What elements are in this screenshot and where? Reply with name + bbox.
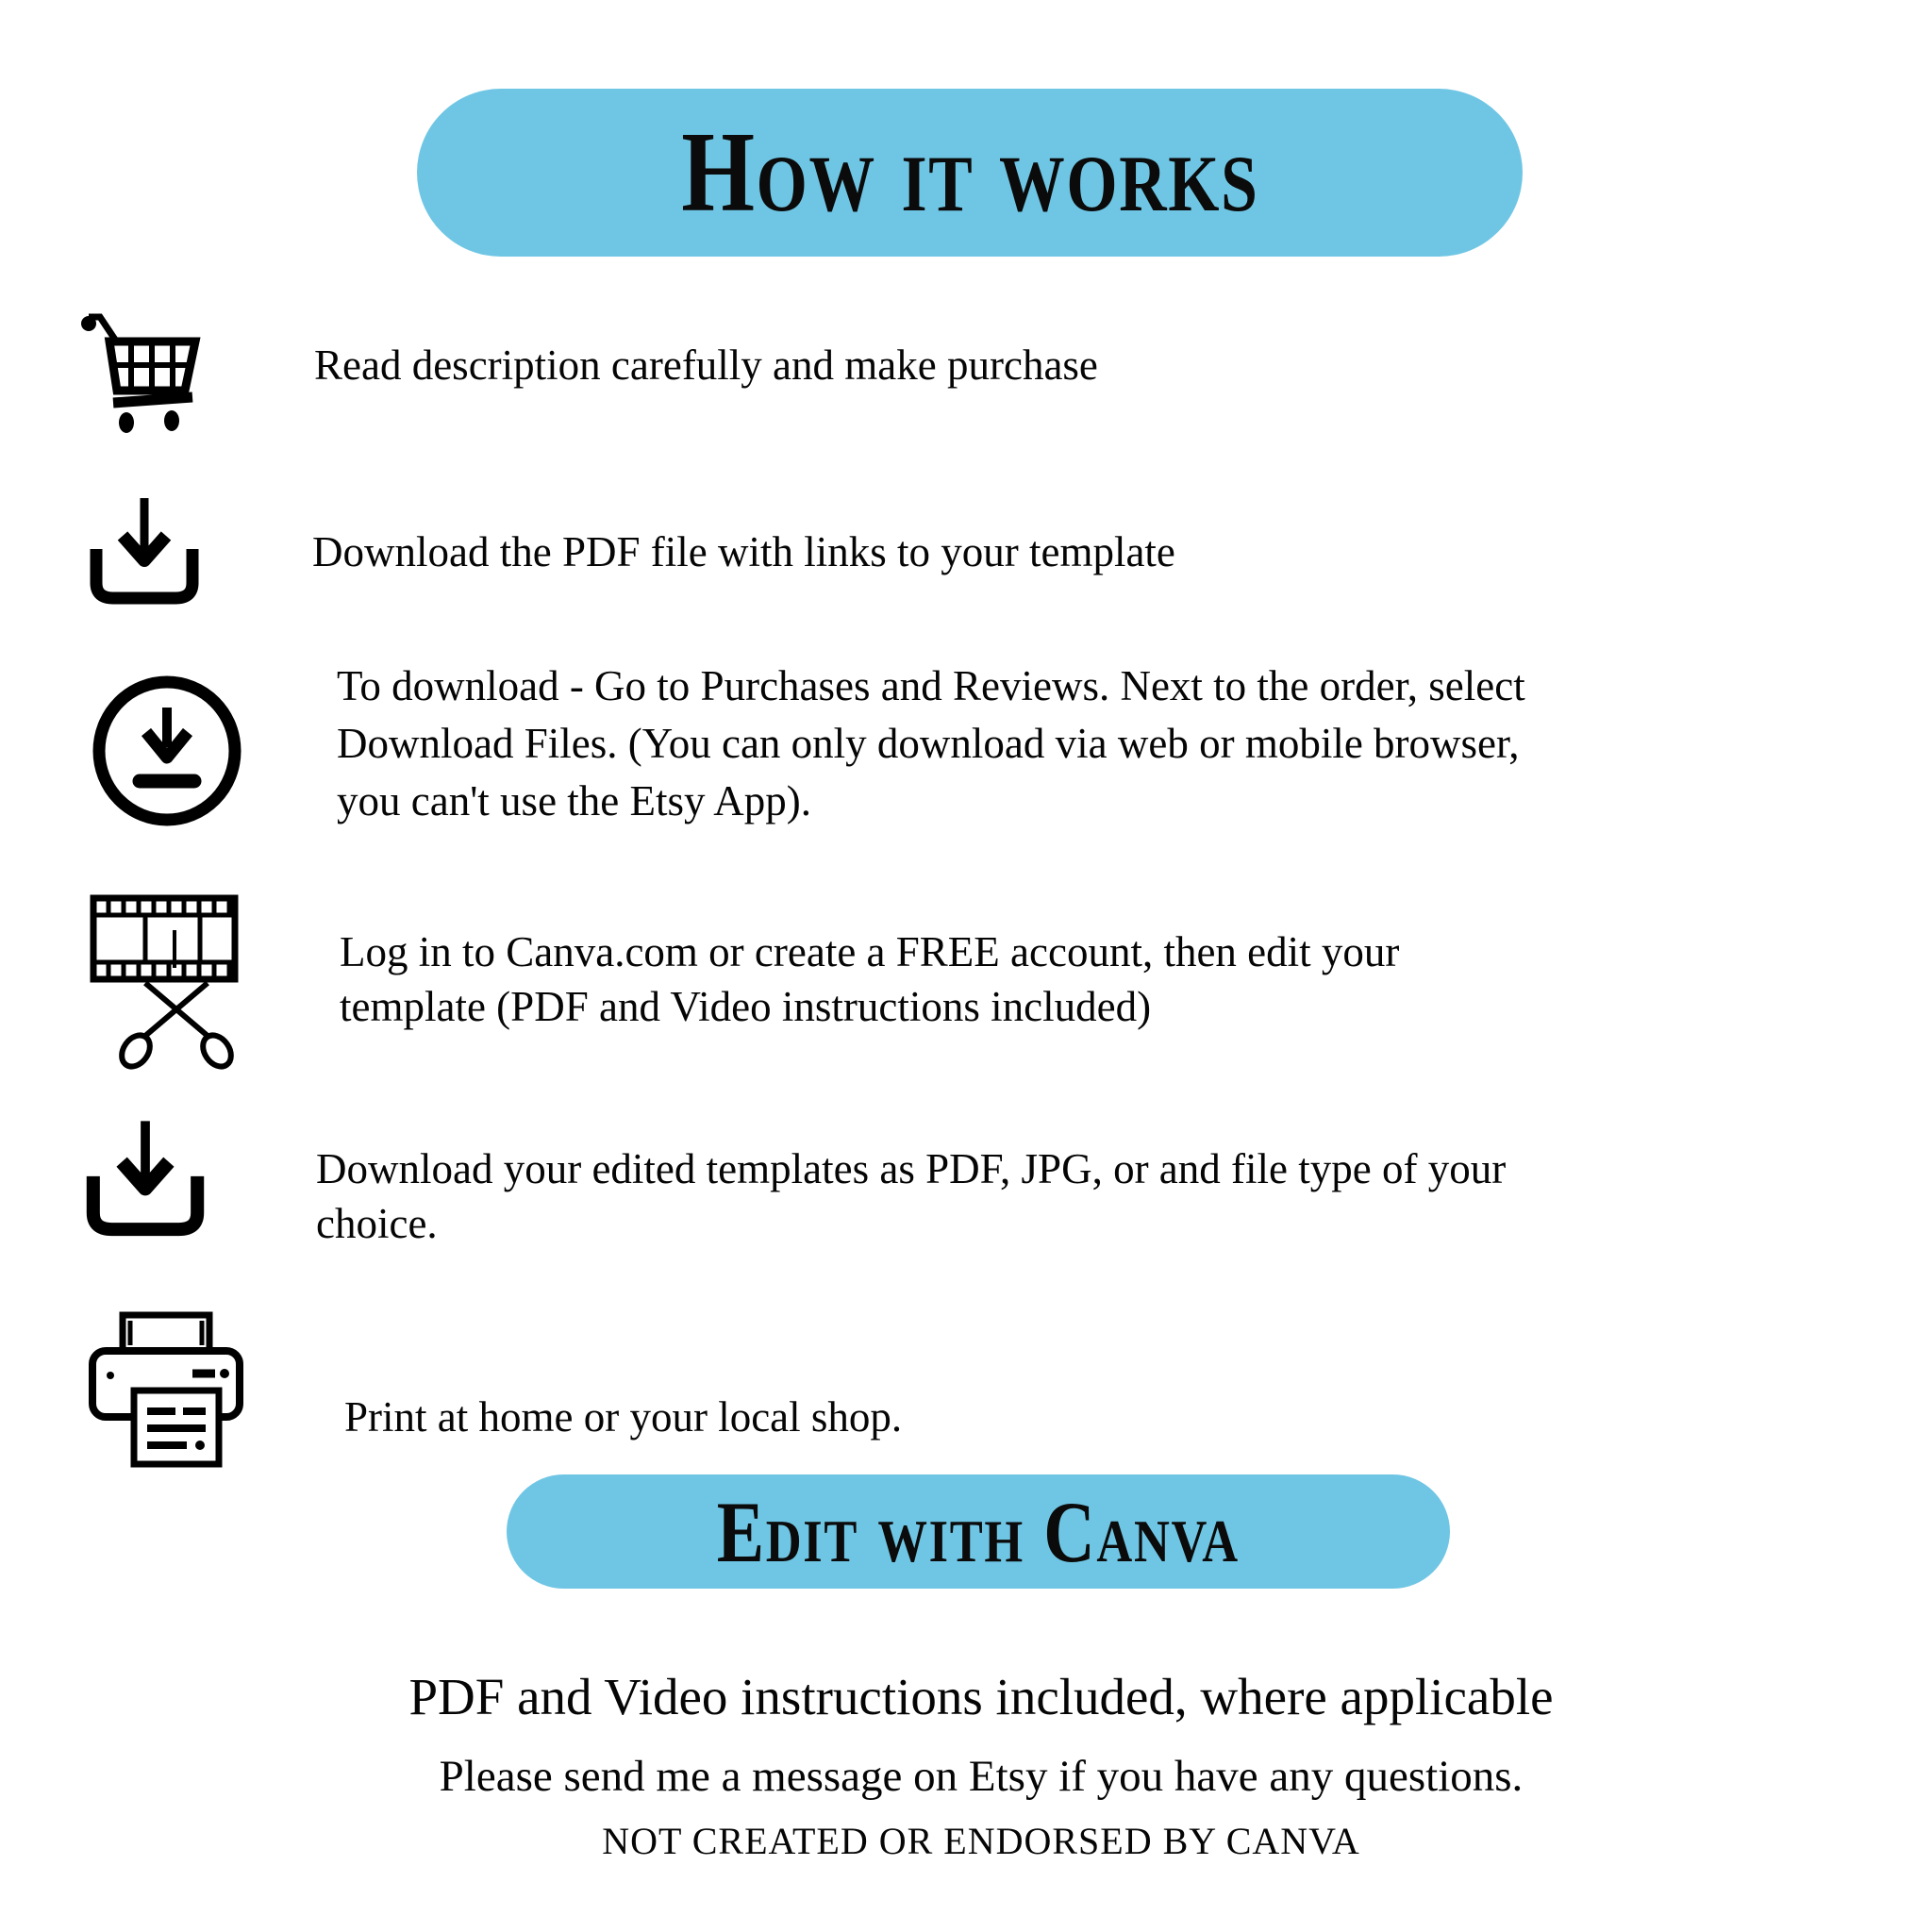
note-primary: PDF and Video instructions included, where applicable: [408, 1668, 1554, 1725]
edit-with-canva-banner: [507, 1474, 1450, 1589]
download-icon: [83, 1115, 208, 1241]
video-edit-scissors-icon: [87, 892, 262, 1081]
header-banner: [417, 89, 1523, 257]
banner-title: Edit with Canva: [716, 1483, 1241, 1580]
download-circle-icon: [91, 675, 243, 826]
step-2-text: Download the PDF file with links to your template: [312, 528, 1175, 575]
disclaimer: NOT CREATED OR ENDORSED BY CANVA: [602, 1820, 1360, 1862]
printer-icon: [85, 1307, 247, 1475]
step-6-text: Print at home or your local shop.: [344, 1393, 903, 1441]
note-secondary: Please send me a message on Etsy if you have any questions.: [439, 1752, 1524, 1801]
shopping-cart-icon: [75, 308, 208, 438]
download-icon: [87, 494, 202, 608]
step-5-text: Download your edited templates as PDF, JPG, or and file type of your choice.: [316, 1145, 1507, 1247]
step-4-text: Log in to Canva.com or create a FREE account, then edit your template (PDF and Video instructions included): [340, 928, 1400, 1030]
page-title: How it works: [680, 108, 1259, 236]
step-3-text: To download - Go to Purchases and Reviews. Next to the order, select Download Files. (You can only download via web or mobile browser, you can't use the Etsy App).: [337, 662, 1525, 824]
step-1-text: Read description carefully and make purchase: [314, 341, 1098, 389]
